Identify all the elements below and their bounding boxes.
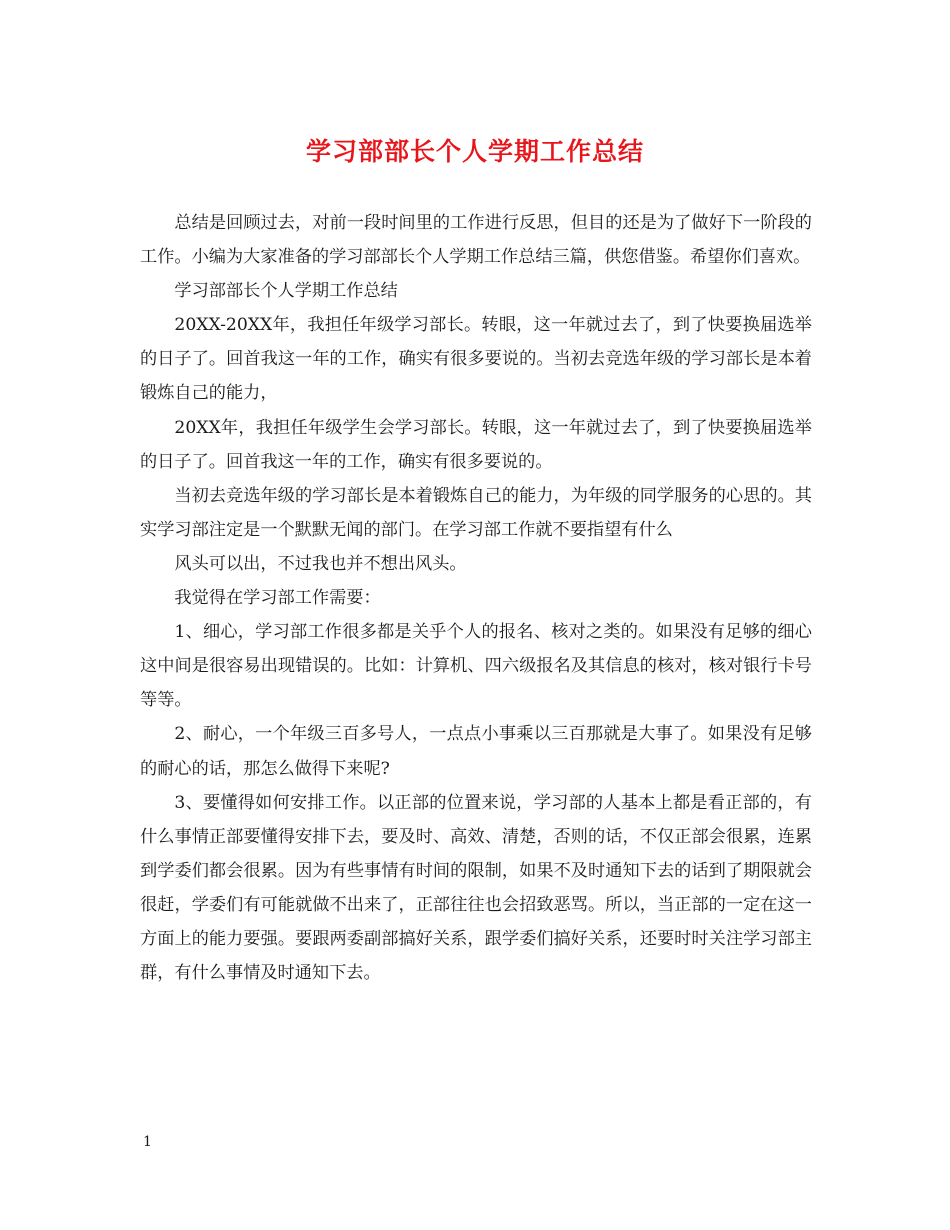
paragraph-point-3: 3、要懂得如何安排工作。以正部的位置来说，学习部的人基本上都是看正部的，有什么事情正部要懂得安排下去，要及时、高效、清楚，否则的话，不仅正部会很累，连累到学委们都会很累。因为有些事情有时间的限制，如果不及时通知下去的话到了期限就会很赶，学委们有可能就做不出来了，正部往往也会招致恶骂。所以，当正部的一定在这一方面上的能力要强。要跟两委副部搞好关系，跟学委们搞好关系，还要时时关注学习部主群，有什么事情及时通知下去。 — [140, 792, 812, 984]
document-title: 学习部部长个人学期工作总结 — [305, 137, 644, 166]
paragraph-point-2: 2、耐心，一个年级三百多号人，一点点小事乘以三百那就是大事了。如果没有足够的耐心的话，那怎么做得下来呢? — [140, 724, 812, 779]
document-body — [140, 206, 812, 990]
paragraph-subtitle: 学习部部长个人学期工作总结 — [174, 281, 398, 302]
paragraph-point-1: 1、细心，学习部工作很多都是关乎个人的报名、核对之类的。如果没有足够的细心这中间是很容易出现错误的。比如：计算机、四六级报名及其信息的核对，核对银行卡号等等。 — [140, 622, 812, 711]
paragraph-campaign: 当初去竞选年级的学习部长是本着锻炼自己的能力，为年级的同学服务的心思的。其实学习部注定是一个默默无闻的部门。在学习部工作就不要指望有什么 — [140, 485, 812, 540]
paragraph-intro: 总结是回顾过去，对前一段时间里的工作进行反思，但目的还是为了做好下一阶段的工作。小编为大家准备的学习部部长个人学期工作总结三篇，供您借鉴。希望你们喜欢。 — [140, 213, 812, 268]
paragraph-year-range: 20XX-20XX年，我担任年级学习部长。转眼，这一年就过去了，到了快要换届选举的日子了。回首我这一年的工作，确实有很多要说的。当初去竞选年级的学习部长是本着锻炼自己的能力， — [140, 315, 812, 404]
page-number: 1 — [143, 1134, 152, 1150]
paragraph-limelight: 风头可以出，不过我也并不想出风头。 — [174, 553, 467, 574]
paragraph-year: 20XX年，我担任年级学生会学习部长。转眼，这一年就过去了，到了快要换届选举的日子了。回首我这一年的工作，确实有很多要说的。 — [140, 417, 812, 472]
paragraph-needs: 我觉得在学习部工作需要： — [174, 588, 381, 609]
